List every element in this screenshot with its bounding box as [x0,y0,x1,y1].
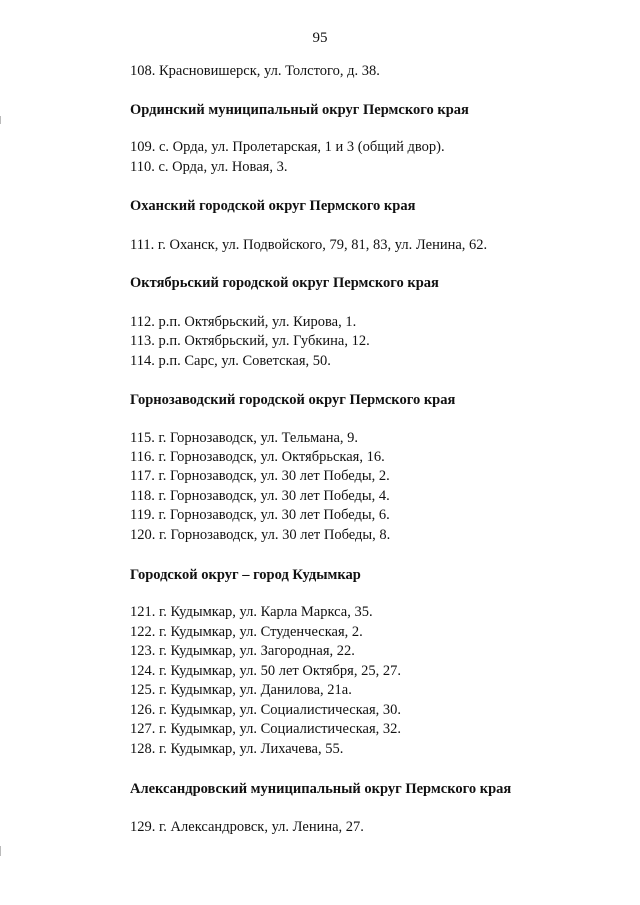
address-item: 120. г. Горнозаводск, ул. 30 лет Победы, 8. [130,527,391,543]
address-item: 122. г. Кудымкар, ул. Студенческая, 2. [130,624,363,640]
address-item: 115. г. Горнозаводск, ул. Тельмана, 9. [130,430,359,446]
section-heading: Александровский муниципальный округ Пермского края [130,781,512,797]
address-item: 117. г. Горнозаводск, ул. 30 лет Победы, 2. [130,468,390,484]
section-heading: Оханский городской округ Пермского края [130,198,416,214]
address-item: 119. г. Горнозаводск, ул. 30 лет Победы, 6. [130,507,390,523]
address-item: 114. р.п. Сарс, ул. Советская, 50. [130,353,331,369]
scan-edge-mark [0,116,1,124]
section-heading: Октябрьский городской округ Пермского края [130,275,439,291]
section-heading: Горнозаводский городской округ Пермского края [130,392,456,408]
address-item: 124. г. Кудымкар, ул. 50 лет Октября, 25, 27. [130,663,401,679]
address-item: 109. с. Орда, ул. Пролетарская, 1 и 3 (общий двор). [130,139,445,155]
page-number: 95 [312,30,328,46]
address-item: 112. р.п. Октябрьский, ул. Кирова, 1. [130,314,357,330]
scan-edge-mark [0,846,1,856]
address-item: 110. с. Орда, ул. Новая, 3. [130,159,288,175]
address-item: 108. Красновишерск, ул. Толстого, д. 38. [130,63,380,79]
address-item: 118. г. Горнозаводск, ул. 30 лет Победы, 4. [130,488,390,504]
address-item: 113. р.п. Октябрьский, ул. Губкина, 12. [130,333,370,349]
address-item: 126. г. Кудымкар, ул. Социалистическая, 30. [130,702,401,718]
address-item: 128. г. Кудымкар, ул. Лихачева, 55. [130,741,344,757]
address-item: 116. г. Горнозаводск, ул. Октябрьская, 16. [130,449,385,465]
address-item: 123. г. Кудымкар, ул. Загородная, 22. [130,643,355,659]
address-item: 111. г. Оханск, ул. Подвойского, 79, 81, 83, ул. Ленина, 62. [130,237,488,253]
section-heading: Ординский муниципальный округ Пермского края [130,102,469,118]
address-item: 127. г. Кудымкар, ул. Социалистическая, 32. [130,721,401,737]
address-item: 121. г. Кудымкар, ул. Карла Маркса, 35. [130,604,373,620]
address-item: 125. г. Кудымкар, ул. Данилова, 21а. [130,682,352,698]
section-heading: Городской округ – город Кудымкар [130,567,361,583]
address-item: 129. г. Александровск, ул. Ленина, 27. [130,819,364,835]
